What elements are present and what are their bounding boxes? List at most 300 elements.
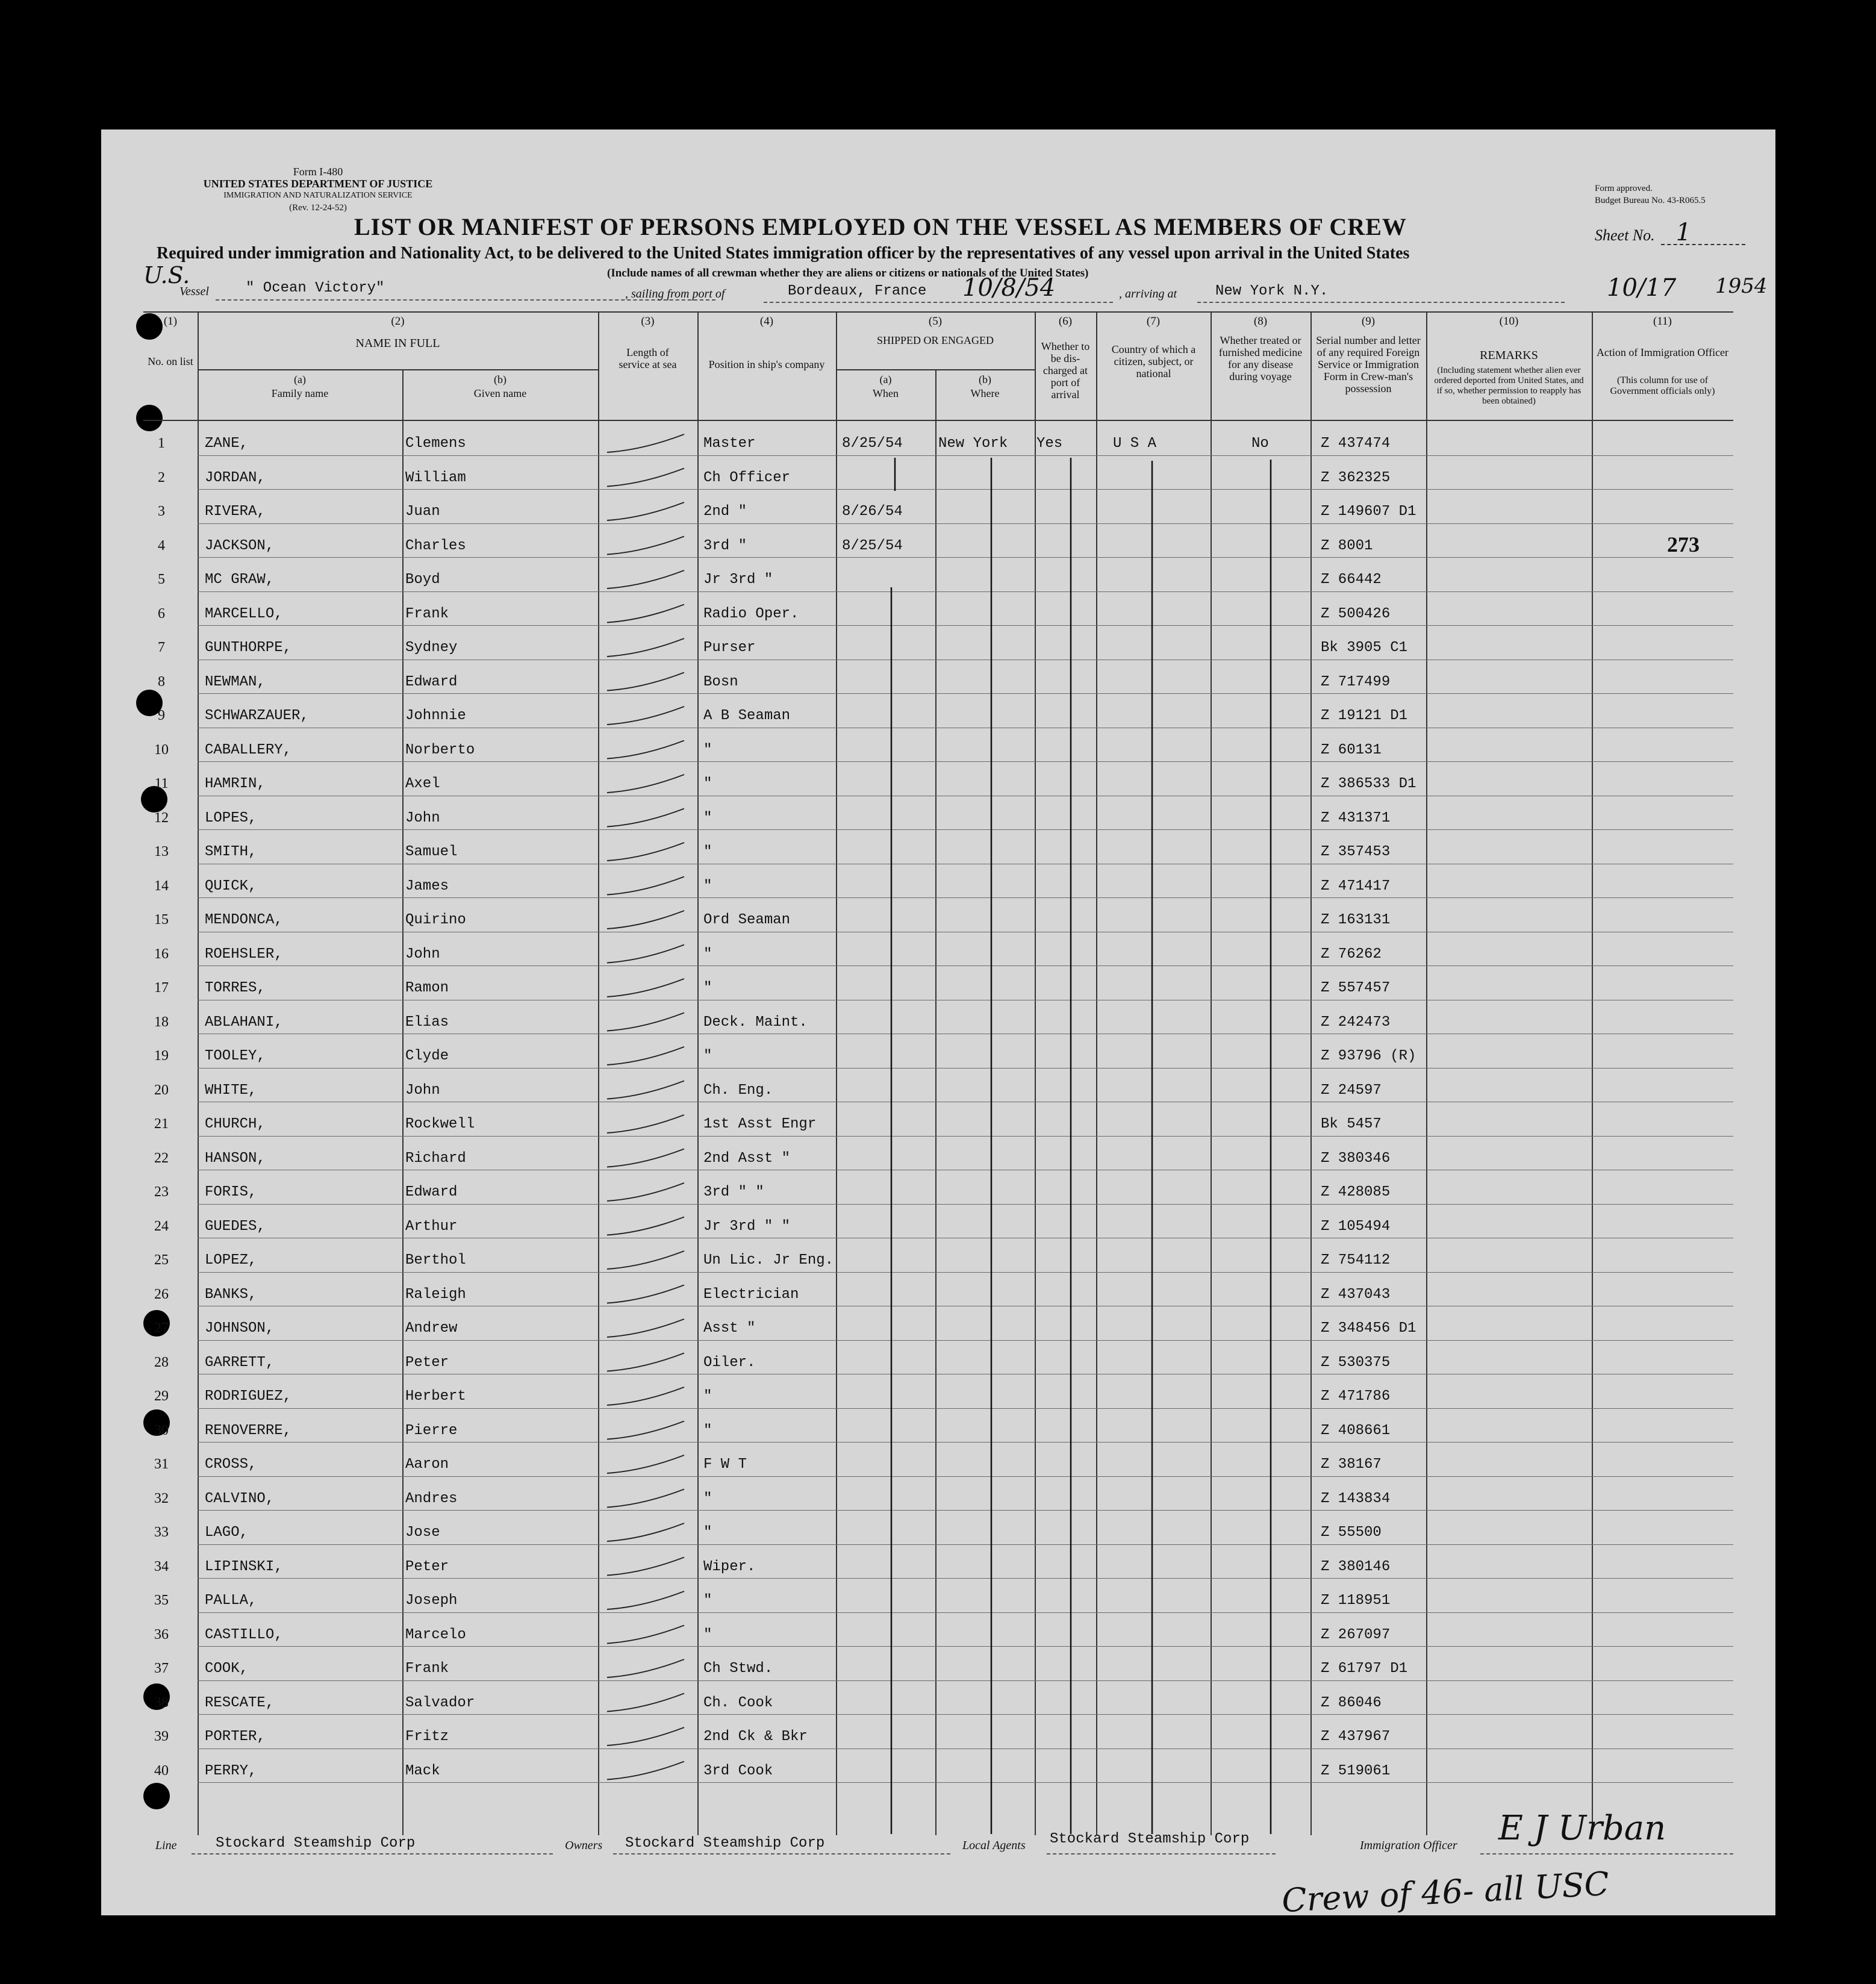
tally-stroke	[607, 570, 684, 588]
manifest-sheet	[101, 129, 1775, 1920]
given-name-cell: John	[405, 946, 440, 962]
agents-value: Stockard Steamship Corp	[1050, 1831, 1250, 1847]
serial-cell: Bk 5457	[1321, 1116, 1382, 1132]
family-name-cell: WHITE,	[205, 1082, 257, 1099]
family-name-cell: ROEHSLER,	[205, 946, 283, 962]
line-value: Stockard Steamship Corp	[216, 1835, 416, 1851]
serial-cell: Z 380346	[1321, 1150, 1391, 1167]
row-number: 11	[154, 776, 169, 791]
serial-cell: Z 386533 D1	[1321, 776, 1416, 792]
serial-cell: Z 86046	[1321, 1694, 1382, 1711]
position-cell: F W T	[703, 1456, 747, 1473]
family-name-cell: QUICK,	[205, 878, 257, 894]
serial-cell: Z 754112	[1321, 1252, 1391, 1268]
family-name-cell: HANSON,	[205, 1150, 266, 1167]
position-cell: "	[703, 776, 712, 792]
tally-stroke	[607, 1353, 684, 1371]
row-number: 29	[154, 1388, 169, 1404]
given-name-cell: Frank	[405, 605, 449, 622]
given-name-cell: William	[405, 469, 466, 486]
col-num-11: (11)	[1653, 315, 1672, 328]
given-name-cell: Marcelo	[405, 1626, 466, 1643]
family-name-cell: SMITH,	[205, 844, 257, 860]
position-cell: Wiper.	[703, 1558, 756, 1575]
position-cell: Jr 3rd " "	[703, 1218, 791, 1235]
tally-stroke	[607, 775, 684, 793]
position-cell: 3rd Cook	[703, 1762, 773, 1779]
vessel-label: Vessel	[179, 285, 209, 298]
row-number: 40	[154, 1762, 169, 1779]
form-number: Form I-480	[293, 166, 343, 178]
tally-stroke	[607, 1727, 684, 1745]
tally-stroke	[607, 1421, 684, 1440]
row-number: 2	[158, 469, 165, 485]
row-number: 20	[154, 1082, 169, 1098]
family-name-cell: BANKS,	[205, 1286, 257, 1303]
serial-cell: Z 118951	[1321, 1593, 1391, 1609]
given-name-cell: Peter	[405, 1354, 449, 1371]
family-name-cell: MENDONCA,	[205, 912, 283, 928]
family-name-cell: ZANE,	[205, 435, 249, 452]
position-cell: Bosn	[703, 673, 738, 690]
family-name-cell: GUNTHORPE,	[205, 640, 292, 656]
col-header-shipped: SHIPPED OR ENGAGED	[876, 334, 994, 346]
budget-bureau-text: Budget Bureau No. 43-R065.5	[1595, 196, 1706, 205]
row-number: 30	[154, 1422, 169, 1438]
col-header-medicine: Whether treated or furnished medicine for any disease during voyage	[1218, 334, 1303, 382]
serial-cell: Z 437967	[1321, 1729, 1391, 1745]
tally-stroke	[607, 1013, 684, 1031]
row-number: 39	[154, 1729, 169, 1744]
serial-cell: Z 519061	[1321, 1762, 1391, 1779]
tally-stroke	[607, 911, 684, 929]
family-name-cell: MC GRAW,	[205, 572, 275, 588]
tally-stroke	[607, 1626, 684, 1644]
family-name-cell: GUEDES,	[205, 1218, 266, 1235]
row-number: 4	[158, 537, 165, 554]
sailing-label: , sailing from port of	[625, 287, 725, 301]
tally-stroke	[607, 1081, 684, 1099]
discharged-cell: Yes	[1036, 435, 1063, 452]
revision-date: (Rev. 12-24-52)	[289, 203, 347, 213]
department-name: UNITED STATES DEPARTMENT OF JUSTICE	[203, 178, 433, 190]
shipped-when-cell: 8/25/54	[842, 435, 903, 452]
family-name-cell: JOHNSON,	[205, 1320, 275, 1337]
required-statement: Required under immigration and Nationality Act, to be delivered to the United States immigration officer by the representatives of any vessel upon arrival in the United States	[157, 244, 1410, 263]
tally-stroke	[607, 979, 684, 997]
family-name-cell: SCHWARZAUER,	[205, 708, 309, 724]
tally-stroke	[607, 1387, 684, 1405]
family-name-cell: RESCATE,	[205, 1694, 275, 1711]
given-name-cell: Edward	[405, 673, 458, 690]
row-number: 7	[158, 640, 165, 655]
given-name-cell: Clemens	[405, 435, 466, 452]
departure-date: 10/8/54	[962, 274, 1056, 302]
family-name-cell: JACKSON,	[205, 537, 275, 554]
given-name-cell: Joseph	[405, 1593, 458, 1609]
row-number: 32	[154, 1490, 169, 1506]
serial-cell: Z 66442	[1321, 572, 1382, 588]
serial-cell: Z 55500	[1321, 1524, 1382, 1541]
given-name-cell: Ramon	[405, 980, 449, 996]
tally-stroke	[607, 1558, 684, 1576]
col-num-2: (2)	[391, 315, 405, 328]
serial-cell: Z 38167	[1321, 1456, 1382, 1473]
position-cell: Asst "	[703, 1320, 756, 1337]
row-number: 17	[154, 980, 169, 996]
shipped-when-cell: 8/25/54	[842, 537, 903, 554]
shipped-where-cell: New York	[938, 435, 1008, 452]
tally-stroke	[607, 1455, 684, 1473]
col-header-where-letter: (b)	[979, 373, 991, 385]
serial-cell: Z 61797 D1	[1321, 1661, 1408, 1677]
include-statement: (Include names of all crewman whether they are aliens or citizens or nationals of the United States)	[607, 267, 1089, 279]
family-name-cell: RODRIGUEZ,	[205, 1388, 292, 1405]
tally-stroke	[607, 1490, 684, 1508]
row-number: 12	[154, 810, 169, 826]
position-cell: "	[703, 810, 712, 826]
row-number: 18	[154, 1014, 169, 1030]
family-name-cell: MARCELLO,	[205, 605, 283, 622]
owners-value: Stockard Steamship Corp	[625, 1835, 825, 1851]
row-number: 3	[158, 504, 165, 519]
serial-cell: Z 717499	[1321, 673, 1391, 690]
tally-stroke	[607, 1762, 684, 1780]
col-header-action: Action of Immigration Officer	[1596, 346, 1729, 358]
family-name-cell: LOPES,	[205, 810, 257, 826]
line-label: Line	[155, 1839, 177, 1852]
family-name-cell: PALLA,	[205, 1593, 257, 1609]
tally-stroke	[607, 877, 684, 895]
position-cell: "	[703, 1524, 712, 1541]
tally-stroke	[607, 1591, 684, 1609]
row-number: 1	[158, 435, 165, 451]
position-cell: Deck. Maint.	[703, 1014, 808, 1031]
serial-cell: Z 24597	[1321, 1082, 1382, 1099]
col-num-6: (6)	[1058, 315, 1073, 328]
family-name-cell: FORIS,	[205, 1184, 257, 1200]
tally-stroke	[607, 1694, 684, 1712]
position-cell: Jr 3rd "	[703, 572, 773, 588]
serial-cell: Z 348456 D1	[1321, 1320, 1416, 1337]
col-num-5: (5)	[928, 315, 943, 328]
col-header-where: Where	[970, 387, 1000, 399]
tally-stroke	[607, 434, 684, 452]
serial-cell: Z 428085	[1321, 1184, 1391, 1200]
arriving-label: , arriving at	[1119, 287, 1177, 301]
col-num-10: (10)	[1499, 315, 1519, 328]
row-number: 22	[154, 1150, 169, 1166]
col-header-when: When	[873, 387, 899, 399]
row-number: 37	[154, 1661, 169, 1676]
officer-signature: E J Urban	[1498, 1809, 1666, 1848]
given-name-cell: Samuel	[405, 844, 458, 860]
position-cell: Un Lic. Jr Eng.	[703, 1252, 834, 1268]
family-name-cell: LIPINSKI,	[205, 1558, 283, 1575]
col-num-8: (8)	[1253, 315, 1268, 328]
serial-cell: Z 380146	[1321, 1558, 1391, 1575]
given-name-cell: Boyd	[405, 572, 440, 588]
medicine-cell: No	[1251, 435, 1269, 452]
row-number: 34	[154, 1558, 169, 1574]
col-num-3: (3)	[641, 315, 655, 328]
family-name-cell: RIVERA,	[205, 504, 266, 520]
given-name-cell: Richard	[405, 1150, 466, 1167]
position-cell: Master	[703, 435, 756, 452]
arrival-year: 1954	[1715, 274, 1768, 298]
given-name-cell: John	[405, 1082, 440, 1099]
given-name-cell: Jose	[405, 1524, 440, 1541]
departure-port: Bordeaux, France	[788, 283, 927, 299]
serial-cell: Z 437474	[1321, 435, 1391, 452]
tally-stroke	[607, 605, 684, 623]
row-number: 38	[154, 1694, 169, 1711]
col-num-4: (4)	[759, 315, 774, 328]
tally-stroke	[607, 809, 684, 827]
position-cell: Oiler.	[703, 1354, 756, 1371]
given-name-cell: Arthur	[405, 1218, 458, 1235]
tally-stroke	[607, 945, 684, 963]
form-title: LIST OR MANIFEST OF PERSONS EMPLOYED ON THE VESSEL AS MEMBERS OF CREW	[354, 213, 1407, 240]
given-name-cell: Sydney	[405, 640, 458, 656]
serial-cell: Z 431371	[1321, 810, 1391, 826]
vessel-name: " Ocean Victory"	[246, 280, 385, 296]
family-name-cell: CROSS,	[205, 1456, 257, 1473]
row-number: 14	[154, 878, 169, 894]
position-cell: 3rd " "	[703, 1184, 764, 1200]
position-cell: "	[703, 844, 712, 860]
row-number: 28	[154, 1354, 169, 1370]
position-cell: 2nd Ck & Bkr	[703, 1729, 808, 1745]
officer-label: Immigration Officer	[1360, 1839, 1457, 1852]
serial-cell: Z 8001	[1321, 537, 1373, 554]
given-name-cell: Andrew	[405, 1320, 458, 1337]
tally-stroke	[607, 1183, 684, 1201]
serial-cell: Z 60131	[1321, 741, 1382, 758]
tally-stroke	[607, 707, 684, 725]
tally-stroke	[607, 1047, 684, 1065]
row-number: 26	[154, 1286, 169, 1302]
position-cell: "	[703, 946, 712, 962]
country-cell: U S A	[1113, 435, 1157, 452]
col-header-remarks: REMARKS	[1480, 349, 1538, 362]
row-number: 23	[154, 1184, 169, 1200]
given-name-cell: Andres	[405, 1490, 458, 1507]
given-name-cell: Juan	[405, 504, 440, 520]
given-name-cell: Herbert	[405, 1388, 466, 1405]
family-name-cell: TORRES,	[205, 980, 266, 996]
row-number: 35	[154, 1593, 169, 1608]
serial-cell: Z 242473	[1321, 1014, 1391, 1031]
position-cell: "	[703, 878, 712, 894]
serial-cell: Z 362325	[1321, 469, 1391, 486]
family-name-cell: LOPEZ,	[205, 1252, 257, 1268]
tally-stroke	[607, 1319, 684, 1337]
serial-cell: Z 267097	[1321, 1626, 1391, 1643]
serial-cell: Z 357453	[1321, 844, 1391, 860]
given-name-cell: Charles	[405, 537, 466, 554]
family-name-cell: NEWMAN,	[205, 673, 266, 690]
position-cell: "	[703, 980, 712, 996]
col-header-when-letter: (a)	[879, 373, 892, 385]
owners-label: Owners	[565, 1839, 603, 1852]
service-name: IMMIGRATION AND NATURALIZATION SERVICE	[223, 191, 413, 200]
given-name-cell: Norberto	[405, 741, 475, 758]
position-cell: 1st Asst Engr	[703, 1116, 817, 1132]
row-number: 25	[154, 1252, 169, 1268]
tally-stroke	[607, 502, 684, 520]
given-name-cell: Fritz	[405, 1729, 449, 1745]
col-num-9: (9)	[1361, 315, 1376, 328]
given-name-cell: Elias	[405, 1014, 449, 1031]
row-number: 9	[158, 708, 165, 723]
row-number: 8	[158, 673, 165, 690]
serial-cell: Z 471417	[1321, 878, 1391, 894]
family-name-cell: JORDAN,	[205, 469, 266, 486]
given-name-cell: Berthol	[405, 1252, 466, 1268]
family-name-cell: HAMRIN,	[205, 776, 266, 792]
col-header-name: NAME IN FULL	[355, 337, 440, 350]
given-name-cell: James	[405, 878, 449, 894]
arrival-date: 10/17	[1607, 274, 1677, 302]
tally-stroke	[607, 1115, 684, 1133]
row-number: 24	[154, 1218, 169, 1234]
serial-cell: Z 149607 D1	[1321, 504, 1416, 520]
col-header-country: Country of which a citizen, subject, or national	[1111, 343, 1196, 379]
col-header-length: Length of service at sea	[619, 346, 677, 370]
row-number: 6	[158, 605, 165, 622]
given-name-cell: Axel	[405, 776, 440, 792]
col-num-7: (7)	[1146, 315, 1161, 328]
given-name-cell: Pierre	[405, 1422, 458, 1439]
position-cell: 2nd Asst "	[703, 1150, 791, 1167]
serial-cell: Z 500426	[1321, 605, 1391, 622]
position-cell: "	[703, 1593, 712, 1609]
col-header-serial: Serial number and letter of any required Foreign Service or Immigration Form in Crew-man's possession	[1316, 334, 1421, 395]
serial-cell: Z 437043	[1321, 1286, 1391, 1303]
position-cell: "	[703, 1490, 712, 1507]
family-name-cell: CASTILLO,	[205, 1626, 283, 1643]
position-cell: Ch Officer	[703, 469, 791, 486]
row-number: 27	[154, 1320, 169, 1336]
serial-cell: Z 143834	[1321, 1490, 1391, 1507]
serial-cell: Z 471786	[1321, 1388, 1391, 1405]
tally-stroke	[607, 638, 684, 657]
col-num-1: (1)	[163, 315, 178, 328]
family-name-cell: LAGO,	[205, 1524, 249, 1541]
sheet-label: Sheet No.	[1595, 226, 1655, 244]
row-number: 19	[154, 1048, 169, 1064]
serial-cell: Z 19121 D1	[1321, 708, 1408, 724]
position-cell: Electrician	[703, 1286, 799, 1303]
family-name-cell: ABLAHANI,	[205, 1014, 283, 1031]
family-name-cell: TOOLEY,	[205, 1048, 266, 1064]
action-officer-number: 273	[1667, 532, 1700, 557]
agents-label: Local Agents	[962, 1839, 1026, 1852]
col-header-remarks-note: (Including statement whether alien ever ordered deported from United States, and if so, whether permission to reapply has been obtained)	[1434, 366, 1584, 406]
shipped-when-cell: 8/26/54	[842, 504, 903, 520]
position-cell: Ch. Eng.	[703, 1082, 773, 1099]
given-name-cell: Johnnie	[405, 708, 466, 724]
position-cell: Purser	[703, 640, 756, 656]
family-name-cell: COOK,	[205, 1661, 249, 1677]
position-cell: "	[703, 1422, 712, 1439]
serial-cell: Z 76262	[1321, 946, 1382, 962]
row-number: 31	[154, 1456, 169, 1472]
given-name-cell: Clyde	[405, 1048, 449, 1064]
handwritten-strokes	[101, 129, 1775, 1915]
position-cell: Ord Seaman	[703, 912, 791, 928]
tally-stroke	[607, 1217, 684, 1235]
row-number: 36	[154, 1626, 169, 1642]
serial-cell: Z 93796 (R)	[1321, 1048, 1416, 1064]
row-number: 33	[154, 1524, 169, 1540]
tally-stroke	[607, 1285, 684, 1303]
tally-stroke	[607, 843, 684, 861]
tally-stroke	[607, 673, 684, 691]
given-name-cell: Quirino	[405, 912, 466, 928]
position-cell: 2nd "	[703, 504, 747, 520]
given-name-cell: Edward	[405, 1184, 458, 1200]
family-name-cell: GARRETT,	[205, 1354, 275, 1371]
position-cell: A B Seaman	[703, 708, 791, 724]
given-name-cell: Raleigh	[405, 1286, 466, 1303]
serial-cell: Z 408661	[1321, 1422, 1391, 1439]
tally-stroke	[607, 469, 684, 487]
position-cell: Ch. Cook	[703, 1694, 773, 1711]
tally-stroke	[607, 741, 684, 759]
col-header-action-note: (This column for use of Government officials only)	[1610, 375, 1715, 396]
row-number: 13	[154, 844, 169, 859]
serial-cell: Z 105494	[1321, 1218, 1391, 1235]
given-name-cell: Rockwell	[405, 1116, 475, 1132]
col-header-family: Family name	[271, 387, 329, 399]
family-name-cell: PORTER,	[205, 1729, 266, 1745]
family-name-cell: CALVINO,	[205, 1490, 275, 1507]
row-number: 10	[154, 741, 169, 758]
row-number: 21	[154, 1116, 169, 1132]
row-number: 5	[158, 572, 165, 587]
position-cell: 3rd "	[703, 537, 747, 554]
tally-stroke	[607, 1523, 684, 1541]
row-number: 15	[154, 912, 169, 928]
handwritten-crew-note: Crew of 46- all USC	[1280, 1864, 1610, 1920]
family-name-cell: CHURCH,	[205, 1116, 266, 1132]
given-name-cell: Salvador	[405, 1694, 475, 1711]
given-name-cell: Peter	[405, 1558, 449, 1575]
position-cell: "	[703, 1626, 712, 1643]
serial-cell: Z 530375	[1321, 1354, 1391, 1371]
col-header-family-letter: (a)	[294, 373, 306, 385]
given-name-cell: Frank	[405, 1661, 449, 1677]
position-cell: "	[703, 1388, 712, 1405]
given-name-cell: John	[405, 810, 440, 826]
given-name-cell: Mack	[405, 1762, 440, 1779]
row-number: 16	[154, 946, 169, 962]
position-cell: "	[703, 1048, 712, 1064]
tally-stroke	[607, 537, 684, 555]
given-name-cell: Aaron	[405, 1456, 449, 1473]
position-cell: Radio Oper.	[703, 605, 799, 622]
arrival-port: New York N.Y.	[1215, 283, 1329, 299]
family-name-cell: PERRY,	[205, 1762, 257, 1779]
col-header-given: Given name	[473, 387, 527, 399]
vessel-prefix: U.S.	[143, 262, 190, 289]
serial-cell: Bk 3905 C1	[1321, 640, 1408, 656]
col-header-no: No. on list	[148, 355, 193, 367]
serial-cell: Z 557457	[1321, 980, 1391, 996]
col-header-discharged: Whether to be dis-charged at port of arrival	[1041, 340, 1090, 401]
